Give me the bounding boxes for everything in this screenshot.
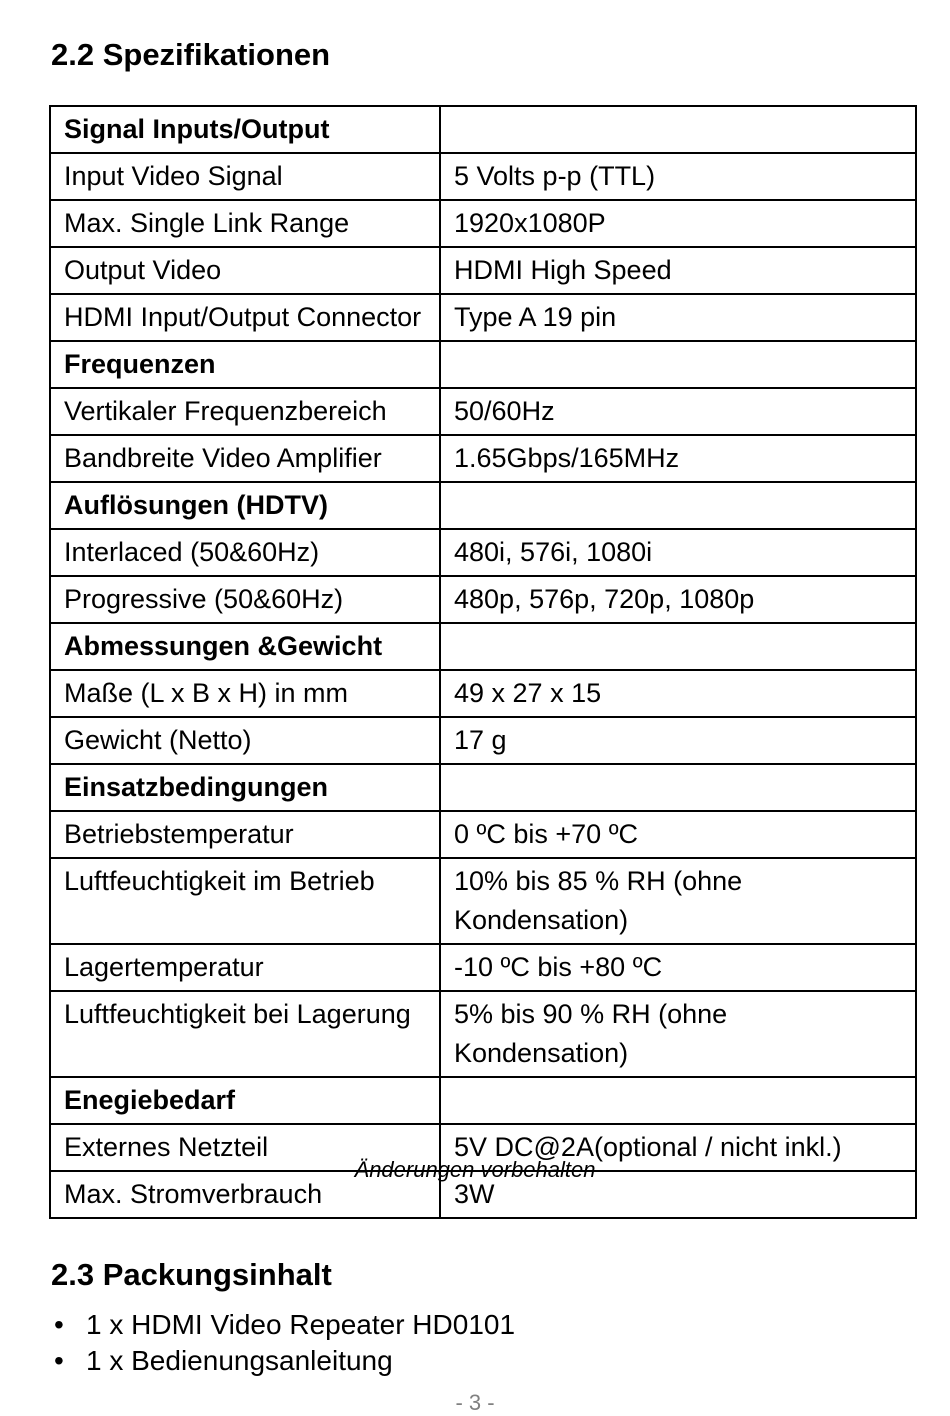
section-label: Enegiebedarf bbox=[50, 1077, 440, 1124]
spec-value: 5V DC@2A(optional / nicht inkl.) bbox=[440, 1124, 916, 1171]
table-section-row bbox=[50, 1077, 916, 1124]
table-section-row bbox=[50, 106, 916, 153]
list-item-text: 1 x HDMI Video Repeater HD0101 bbox=[86, 1309, 516, 1340]
spec-value: Type A 19 pin bbox=[440, 294, 916, 341]
spec-value bbox=[440, 106, 916, 153]
specifications-table bbox=[49, 105, 917, 1219]
page-number: - 3 - bbox=[455, 1390, 495, 1415]
spec-label: Progressive (50&60Hz) bbox=[50, 576, 440, 623]
section-label: Abmessungen &Gewicht bbox=[50, 623, 440, 670]
spec-value: HDMI High Speed bbox=[440, 247, 916, 294]
spec-value: 49 x 27 x 15 bbox=[440, 670, 916, 717]
section-label: Signal Inputs/Output bbox=[50, 106, 440, 153]
section-label: Frequenzen bbox=[50, 341, 440, 388]
spec-value: 1.65Gbps/165MHz bbox=[440, 435, 916, 482]
spec-label: Vertikaler Frequenzbereich bbox=[50, 388, 440, 435]
spec-value: 0 ºC bis +70 ºC bbox=[440, 811, 916, 858]
spec-value: 50/60Hz bbox=[440, 388, 916, 435]
spec-value: 480i, 576i, 1080i bbox=[440, 529, 916, 576]
spec-value: 5 Volts p-p (TTL) bbox=[440, 153, 916, 200]
table-row bbox=[50, 858, 916, 944]
section-label: Auflösungen (HDTV) bbox=[50, 482, 440, 529]
spec-label: Max. Single Link Range bbox=[50, 200, 440, 247]
spec-label: Maße (L x B x H) in mm bbox=[50, 670, 440, 717]
table-section-row bbox=[50, 623, 916, 670]
spec-value: 5% bis 90 % RH (ohne Kondensation) bbox=[440, 991, 916, 1077]
changes-reserved-note: Änderungen vorbehalten bbox=[354, 1157, 596, 1182]
table-row bbox=[50, 153, 916, 200]
spec-label: Betriebstemperatur bbox=[50, 811, 440, 858]
package-contents-list bbox=[51, 1307, 515, 1379]
spec-label: Interlaced (50&60Hz) bbox=[50, 529, 440, 576]
spec-label: Lagertemperatur bbox=[50, 944, 440, 991]
list-item bbox=[51, 1307, 515, 1343]
spec-label: HDMI Input/Output Connector bbox=[50, 294, 440, 341]
table-section-row bbox=[50, 482, 916, 529]
bullet-icon: • bbox=[54, 1309, 64, 1340]
section-title-specifications: 2.2 Spezifikationen bbox=[51, 37, 331, 72]
spec-label: Luftfeuchtigkeit im Betrieb bbox=[50, 858, 440, 944]
spec-value bbox=[440, 341, 916, 388]
table-row bbox=[50, 388, 916, 435]
table-row bbox=[50, 247, 916, 294]
bullet-icon: • bbox=[54, 1345, 64, 1376]
section-label: Einsatzbedingungen bbox=[50, 764, 440, 811]
spec-value bbox=[440, 1077, 916, 1124]
table-row bbox=[50, 670, 916, 717]
list-item-text: 1 x Bedienungsanleitung bbox=[86, 1345, 393, 1376]
spec-value bbox=[440, 623, 916, 670]
spec-value bbox=[440, 482, 916, 529]
table-row bbox=[50, 944, 916, 991]
spec-label: Gewicht (Netto) bbox=[50, 717, 440, 764]
table-row bbox=[50, 294, 916, 341]
table-section-row bbox=[50, 764, 916, 811]
spec-label: Bandbreite Video Amplifier bbox=[50, 435, 440, 482]
list-item bbox=[51, 1343, 515, 1379]
table-section-row bbox=[50, 341, 916, 388]
spec-label: Luftfeuchtigkeit bei Lagerung bbox=[50, 991, 440, 1077]
spec-label: Input Video Signal bbox=[50, 153, 440, 200]
table-row bbox=[50, 529, 916, 576]
spec-label: Externes Netzteil bbox=[50, 1124, 440, 1171]
table-row bbox=[50, 717, 916, 764]
spec-value: 3W bbox=[440, 1171, 916, 1218]
spec-value bbox=[440, 764, 916, 811]
spec-value: 10% bis 85 % RH (ohne Kondensation) bbox=[440, 858, 916, 944]
spec-value: 17 g bbox=[440, 717, 916, 764]
table-row bbox=[50, 991, 916, 1077]
section-title-package-contents: 2.3 Packungsinhalt bbox=[51, 1257, 332, 1292]
table-row bbox=[50, 576, 916, 623]
spec-label: Max. Stromverbrauch bbox=[50, 1171, 440, 1218]
table-row bbox=[50, 200, 916, 247]
spec-label: Output Video bbox=[50, 247, 440, 294]
spec-value: 1920x1080P bbox=[440, 200, 916, 247]
table-row bbox=[50, 811, 916, 858]
table-row bbox=[50, 435, 916, 482]
spec-value: -10 ºC bis +80 ºC bbox=[440, 944, 916, 991]
spec-value: 480p, 576p, 720p, 1080p bbox=[440, 576, 916, 623]
